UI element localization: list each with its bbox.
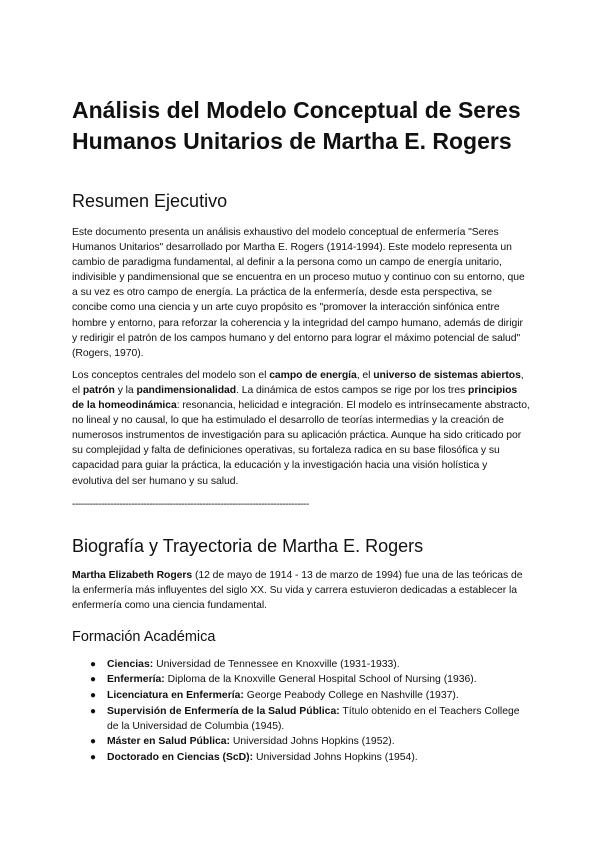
person-name: Martha Elizabeth Rogers bbox=[72, 569, 193, 581]
list-item: ● Doctorado en Ciencias (ScD): Universidad Johns Hopkins (1954). bbox=[72, 750, 530, 765]
section-heading-biography: Biografía y Trayectoria de Martha E. Rogers bbox=[72, 535, 424, 556]
bullet-icon: ● bbox=[90, 690, 97, 702]
summary-paragraph-2: Los conceptos centrales del modelo son el campo de energía, el universo de sistemas abiertos, el patrón y la pandimensionalidad. La dinámica de estos campos se rige por los tres principios de la homeodinámica: resonancia, helicidad e integración. El modelo es intrínsecamente abstracto, no lineal y no causal, lo que ha estimulado el desarrollo de teorías intermedias y la creación de numerosos instrumentos de investigación para su aplicación práctica. Aunque ha sido criticado por su complejidad y falta de definiciones operativas, su fortaleza radica en su base filosófica y su capacidad para guiar la práctica, la educación y la investigación hacia una visión holística y evolutiva del ser humano y su salud. bbox=[72, 369, 530, 487]
term-homeodynamics: principios de la homeodinámica bbox=[72, 384, 518, 412]
term-pattern: patrón bbox=[82, 384, 115, 396]
bullet-icon: ● bbox=[90, 674, 97, 686]
term-pandimensionality: pandimensionalidad bbox=[136, 384, 237, 396]
subsection-heading-education: Formación Académica bbox=[72, 628, 216, 645]
list-item: ● Enfermería: Diploma de la Knoxville General Hospital School of Nursing (1936). bbox=[72, 672, 530, 687]
list-item: ● Máster en Salud Pública: Universidad Johns Hopkins (1952). bbox=[72, 734, 530, 749]
summary-paragraph-1: Este documento presenta un análisis exhaustivo del modelo conceptual de enfermería "Seres Humanos Unitarios" desarrollado por Martha E. Rogers (1914-1994). Este modelo representa un cambio de paradigma fundamental, al definir a la persona como un campo de energía unitario, indivisible y pandimensional que se encuentra en un proceso mutuo y continuo con su entorno, que a su vez es otro campo de energía. La práctica de la enfermería, desde esta perspectiva, se concibe como una ciencia y un arte cuyo propósito es "promover la interacción sinfónica entre hombre y entorno, para reforzar la coherencia y la integridad del campo humano, además de dirigir y redirigir el patrón de los campos humano y del entorno para lograr el máximo potencial de salud" (Rogers, 1970). bbox=[72, 227, 525, 359]
bullet-icon: ● bbox=[90, 736, 97, 748]
list-item: ● Supervisión de Enfermería de la Salud Pública: Título obtenido en el Teachers College de la Universidad de Columbia (1945). bbox=[90, 705, 520, 732]
term-open-systems: universo de sistemas abiertos bbox=[373, 369, 521, 381]
education-list bbox=[72, 657, 530, 765]
document-title: Análisis del Modelo Conceptual de Seres Humanos Unitarios de Martha E. Rogers bbox=[72, 97, 521, 154]
horizontal-divider: -------------------------------------------------------------------------------- bbox=[72, 498, 309, 510]
term-energy-field: campo de energía bbox=[269, 369, 357, 381]
bullet-icon: ● bbox=[90, 705, 97, 717]
document-body bbox=[72, 95, 530, 766]
bullet-icon: ● bbox=[90, 751, 97, 763]
biography-intro: Martha Elizabeth Rogers (12 de mayo de 1914 - 13 de marzo de 1994) fue una de las teóricas de la enfermería más influyentes del siglo XX. Su vida y carrera estuvieron dedicadas a establecer la enfermería como una ciencia fundamental. bbox=[72, 569, 523, 611]
list-item: ● Licenciatura en Enfermería: George Peabody College en Nashville (1937). bbox=[72, 688, 530, 703]
section-heading-summary: Resumen Ejecutivo bbox=[72, 191, 228, 211]
list-item: ● Ciencias: Universidad de Tennessee en Knoxville (1931-1933). bbox=[72, 657, 530, 672]
bullet-icon: ● bbox=[90, 658, 97, 670]
